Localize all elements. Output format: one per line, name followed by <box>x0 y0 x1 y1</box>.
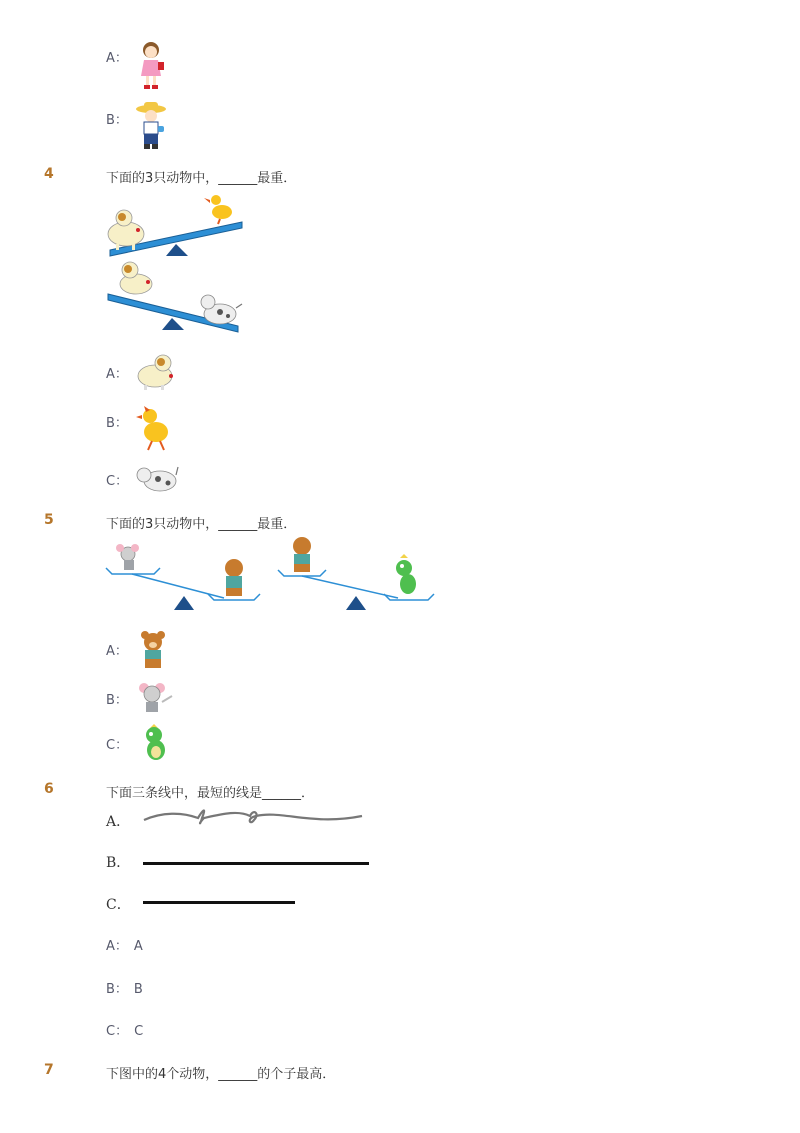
question-number: 6 <box>44 781 54 797</box>
question-number: 5 <box>44 512 54 528</box>
duck-icon <box>136 404 172 452</box>
bear-icon <box>293 537 311 572</box>
question-text: 下面的3只动物中，______最重． <box>106 171 297 186</box>
dinosaur-icon <box>396 554 416 594</box>
cow-icon <box>201 295 242 324</box>
question-text: 下面的3只动物中，______最重． <box>106 517 297 532</box>
question-text: 下图中的4个动物，______的个子最高． <box>106 1067 336 1082</box>
girl-icon <box>136 40 166 92</box>
q6-option-a <box>106 935 143 954</box>
q5-option-a-label: A： <box>106 644 128 659</box>
q6-option-c <box>106 1020 143 1039</box>
sheep-icon <box>120 262 152 294</box>
q5-option-c-label: C： <box>106 738 129 753</box>
q4-option-b-label: B： <box>106 416 128 431</box>
fulcrum-triangle <box>346 596 366 610</box>
straight-line-c <box>143 901 295 904</box>
cowboy-boy-icon <box>134 101 168 151</box>
option-b-label: B： <box>106 113 128 128</box>
mouse-icon <box>136 682 174 716</box>
line-c-label: C． <box>106 897 131 913</box>
line-a-label: A． <box>106 814 131 830</box>
option-value: C <box>134 1024 144 1039</box>
option-value: A <box>133 939 143 954</box>
bear-icon <box>136 630 170 670</box>
duck-icon <box>204 195 232 224</box>
mouse-icon <box>116 544 139 570</box>
wavy-line-a <box>142 806 364 830</box>
fulcrum-triangle <box>174 596 194 610</box>
seesaw-figure-4 <box>276 536 436 612</box>
line-b-label: B． <box>106 855 131 871</box>
seesaw-figure-2 <box>104 260 246 332</box>
bear-icon <box>225 559 243 596</box>
q5-option-b-label: B： <box>106 693 128 708</box>
fulcrum-triangle <box>166 244 188 256</box>
option-value: B <box>133 982 143 997</box>
seesaw-figure-1 <box>104 192 246 258</box>
fulcrum-triangle <box>162 318 184 330</box>
question-text: 下面三条线中，最短的线是______． <box>106 786 315 801</box>
option-a-label: A： <box>106 51 128 66</box>
question-number: 7 <box>44 1062 54 1078</box>
cow-icon <box>136 463 180 495</box>
option-label: C： <box>106 1024 129 1039</box>
sheep-icon <box>135 352 177 392</box>
option-label: A： <box>106 939 128 954</box>
question-number: 4 <box>44 166 54 182</box>
option-label: B： <box>106 982 128 997</box>
q4-option-a-label: A： <box>106 367 128 382</box>
seesaw-figure-3 <box>104 540 264 612</box>
straight-line-b <box>143 862 369 865</box>
dinosaur-icon <box>138 724 170 762</box>
q4-option-c-label: C： <box>106 474 129 489</box>
q6-option-b <box>106 978 143 997</box>
